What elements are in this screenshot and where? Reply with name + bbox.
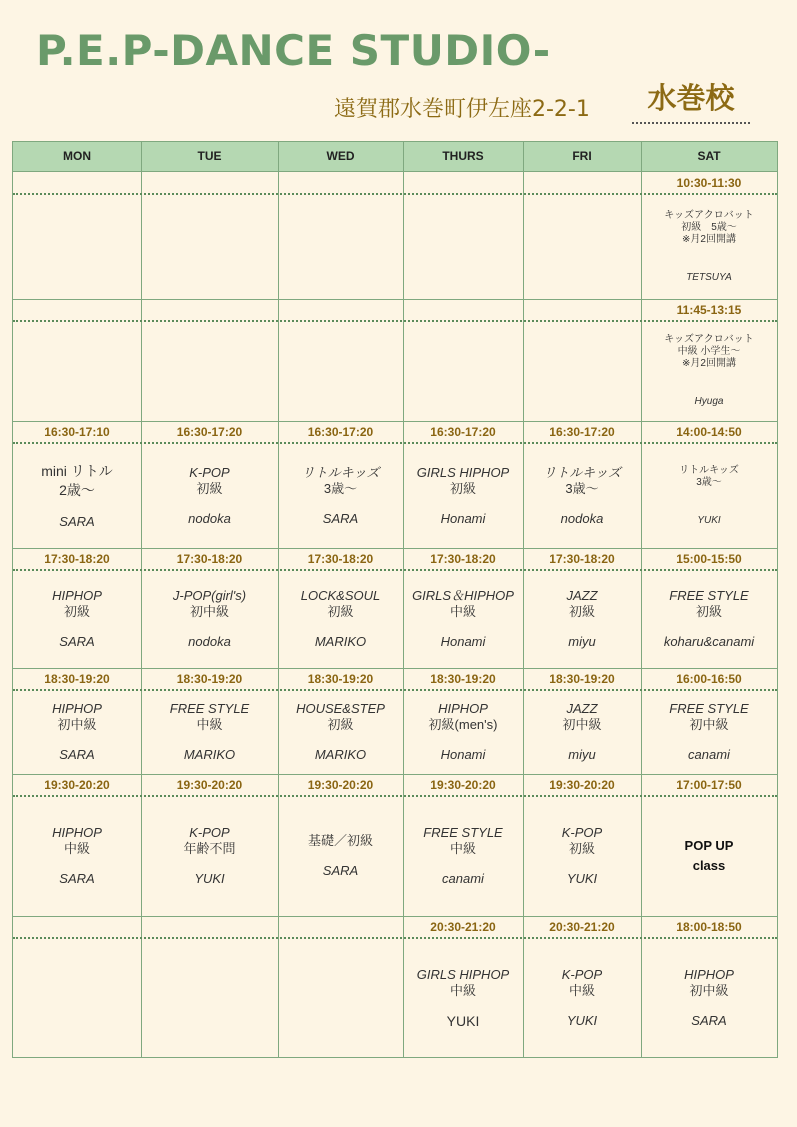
teacher-name: MARIKO — [183, 747, 236, 762]
class-name: mini リトル — [41, 463, 113, 479]
class-name: J-POP(girl's) — [172, 588, 247, 603]
class-detail: 初級 — [695, 604, 722, 619]
time-label: 11:45-13:15 — [676, 303, 742, 317]
time-label: 20:30-21:20 — [549, 920, 615, 934]
time-label: 10:30-11:30 — [676, 176, 742, 190]
class-cell — [403, 701, 523, 763]
teacher-name: SARA — [59, 514, 95, 529]
class-name: FREE STYLE — [669, 701, 749, 716]
time-label: 17:30-18:20 — [430, 552, 496, 566]
teacher-name: nodoka — [560, 511, 604, 526]
class-cell — [278, 465, 403, 527]
time-label: 14:00-14:50 — [676, 425, 742, 439]
class-cell — [13, 825, 141, 887]
day-header-thurs: THURS — [442, 149, 484, 163]
teacher-name: TETSUYA — [686, 272, 732, 283]
class-cell — [403, 588, 523, 650]
time-label: 17:00-17:50 — [676, 778, 742, 792]
class-detail: 初級 — [449, 481, 476, 496]
class-name: POP UP — [684, 838, 734, 853]
time-label — [13, 300, 141, 320]
teacher-name: koharu&canami — [663, 634, 755, 649]
class-detail: 3歳〜 — [565, 481, 599, 496]
teacher-name: nodoka — [188, 511, 231, 526]
time-divider — [13, 795, 777, 797]
class-name: GIRLS HIPHOP — [416, 967, 510, 982]
time-label: 19:30-20:20 — [176, 778, 243, 792]
teacher-name: YUKI — [446, 1013, 480, 1029]
class-cell — [641, 836, 777, 876]
time-label: 18:30-19:20 — [549, 672, 615, 686]
time-label: 15:00-15:50 — [676, 552, 742, 566]
teacher-name: canami — [688, 747, 730, 762]
time-divider — [13, 569, 777, 571]
class-detail: 初中級 — [189, 604, 229, 619]
class-cell — [641, 210, 777, 284]
teacher-name: SARA — [691, 1013, 727, 1028]
class-cell — [641, 588, 777, 650]
time-label — [523, 173, 641, 193]
time-label: 17:30-18:20 — [549, 552, 615, 566]
class-detail: 3歳〜 — [696, 477, 722, 488]
class-name: リトルキッズ — [301, 465, 380, 480]
class-name: キッズアクロバット — [664, 334, 754, 345]
time-label — [403, 173, 523, 193]
time-divider — [13, 442, 777, 444]
class-cell — [141, 701, 278, 763]
class-detail: 初中級 — [689, 983, 729, 998]
class-cell — [641, 465, 777, 527]
time-divider — [13, 937, 777, 939]
class-cell — [523, 701, 641, 763]
class-name: FREE STYLE — [669, 588, 749, 603]
time-label: 16:30-17:20 — [307, 425, 374, 439]
class-name: JAZZ — [566, 701, 598, 716]
class-cell — [141, 465, 278, 527]
time-label: 16:30-17:20 — [549, 425, 615, 439]
class-name: HIPHOP — [52, 825, 102, 840]
time-label: 18:30-19:20 — [430, 672, 496, 686]
class-name: K-POP — [189, 465, 230, 480]
studio-title: P.E.P-DANCE STUDIO- — [36, 26, 551, 75]
time-label: 18:30-19:20 — [307, 672, 374, 686]
class-detail: 初級 — [327, 604, 354, 619]
day-header-mon: MON — [63, 149, 91, 163]
class-cell — [641, 334, 777, 408]
teacher-name: SARA — [59, 634, 95, 649]
class-detail: 初中級 — [562, 717, 602, 732]
class-detail: 中級 — [449, 604, 476, 619]
teacher-name: Honami — [440, 747, 486, 762]
time-label: 19:30-20:20 — [44, 778, 110, 792]
class-cell — [13, 588, 141, 650]
teacher-name: YUKI — [194, 871, 225, 886]
class-name: 基礎／初級 — [307, 833, 373, 848]
time-label: 16:00-16:50 — [676, 672, 742, 686]
time-label — [141, 917, 278, 937]
teacher-name: MARIKO — [314, 747, 367, 762]
class-detail: 初級 — [327, 717, 354, 732]
day-header-sat: SAT — [697, 149, 721, 163]
class-name: HIPHOP — [438, 701, 488, 716]
class-cell — [403, 825, 523, 887]
class-detail: class — [692, 858, 726, 873]
class-detail: 初級 — [63, 604, 90, 619]
class-detail: 初級 — [196, 481, 223, 496]
time-divider — [13, 320, 777, 322]
class-cell — [13, 701, 141, 763]
class-detail: 中級 — [196, 717, 223, 732]
time-label — [523, 300, 641, 320]
time-label: 16:30-17:20 — [430, 425, 496, 439]
branch-name: 水巻校 — [632, 78, 750, 124]
class-detail: 初級(men's) — [428, 717, 498, 732]
day-header-row — [13, 142, 777, 172]
class-cell — [403, 465, 523, 527]
class-detail: ※月2回開講 — [682, 234, 736, 245]
class-name: K-POP — [561, 967, 603, 982]
class-detail: 初中級 — [57, 717, 97, 732]
class-detail: 3歳〜 — [323, 481, 358, 496]
class-name: キッズアクロバット — [664, 210, 754, 221]
class-cell — [278, 701, 403, 763]
teacher-name: SARA — [322, 863, 359, 878]
teacher-name: Hyuga — [694, 396, 724, 407]
class-cell — [641, 967, 777, 1029]
class-detail: 中級 — [449, 983, 476, 998]
class-cell — [141, 588, 278, 650]
class-name: リトルキッズ — [679, 465, 739, 476]
class-detail: 2歳〜 — [59, 482, 95, 498]
teacher-name: miyu — [568, 634, 596, 649]
teacher-name: canami — [442, 871, 484, 886]
class-cell — [278, 833, 403, 879]
time-label: 20:30-21:20 — [430, 920, 496, 934]
class-cell — [403, 967, 523, 1029]
class-detail: 初級 — [568, 841, 595, 856]
time-label: 19:30-20:20 — [430, 778, 496, 792]
time-label — [278, 300, 403, 320]
time-divider — [13, 193, 777, 195]
teacher-name: Honami — [440, 634, 486, 649]
studio-address: 遠賀郡水巻町伊左座2-2-1 — [334, 97, 590, 122]
class-name: LOCK&SOUL — [300, 588, 381, 603]
time-label — [278, 917, 403, 937]
time-label — [13, 917, 141, 937]
time-label: 19:30-20:20 — [549, 778, 615, 792]
class-detail: 中級 小学生〜 — [677, 346, 741, 357]
time-label: 18:00-18:50 — [676, 920, 742, 934]
time-divider — [13, 689, 777, 691]
teacher-name: YUKI — [566, 871, 598, 886]
time-label: 16:30-17:10 — [44, 425, 110, 439]
teacher-name: nodoka — [188, 634, 231, 649]
class-detail: 初級 — [568, 604, 595, 619]
teacher-name: MARIKO — [314, 634, 367, 649]
class-name: HIPHOP — [684, 967, 734, 982]
time-label — [403, 300, 523, 320]
class-name: FREE STYLE — [169, 701, 250, 716]
class-detail: 初中級 — [689, 717, 729, 732]
class-detail: 中級 — [568, 983, 595, 998]
time-label: 18:30-19:20 — [44, 672, 110, 686]
time-label — [141, 300, 278, 320]
class-name: K-POP — [189, 825, 230, 840]
day-header-tue: TUE — [197, 149, 222, 163]
class-cell — [141, 825, 278, 887]
class-cell — [523, 588, 641, 650]
schedule-table — [12, 141, 778, 1058]
time-label — [141, 173, 278, 193]
teacher-name: YUKI — [566, 1013, 598, 1028]
class-detail: ※月2回開講 — [682, 358, 736, 369]
day-header-wed: WED — [326, 149, 355, 163]
class-name: HIPHOP — [52, 701, 102, 716]
time-label: 18:30-19:20 — [176, 672, 243, 686]
teacher-name: miyu — [568, 747, 596, 762]
class-name: FREE STYLE — [423, 825, 503, 840]
teacher-name: SARA — [59, 747, 95, 762]
class-cell — [13, 462, 141, 530]
class-cell — [278, 588, 403, 650]
class-cell — [523, 825, 641, 887]
day-header-fri: FRI — [572, 149, 592, 163]
time-label: 19:30-20:20 — [307, 778, 374, 792]
time-label: 16:30-17:20 — [176, 425, 243, 439]
class-name: GIRLS＆HIPHOP — [412, 588, 514, 603]
class-name: HIPHOP — [52, 588, 102, 603]
teacher-name: YUKI — [697, 515, 721, 526]
class-detail: 初級 5歳〜 — [681, 222, 737, 233]
class-name: リトルキッズ — [543, 465, 621, 480]
teacher-name: SARA — [59, 871, 95, 886]
class-cell — [523, 465, 641, 527]
class-name: HOUSE&STEP — [296, 701, 385, 716]
class-detail: 中級 — [449, 841, 476, 856]
class-detail: 年齢不問 — [183, 841, 236, 856]
teacher-name: Honami — [440, 511, 486, 526]
time-label: 17:30-18:20 — [176, 552, 243, 566]
time-label — [13, 173, 141, 193]
class-detail: 中級 — [63, 841, 90, 856]
class-name: JAZZ — [566, 588, 598, 603]
time-label — [278, 173, 403, 193]
time-label: 17:30-18:20 — [44, 552, 110, 566]
time-label: 17:30-18:20 — [307, 552, 374, 566]
class-name: K-POP — [561, 825, 603, 840]
class-cell — [523, 967, 641, 1029]
teacher-name: SARA — [322, 511, 359, 526]
class-name: GIRLS HIPHOP — [416, 465, 510, 480]
class-cell — [641, 701, 777, 763]
